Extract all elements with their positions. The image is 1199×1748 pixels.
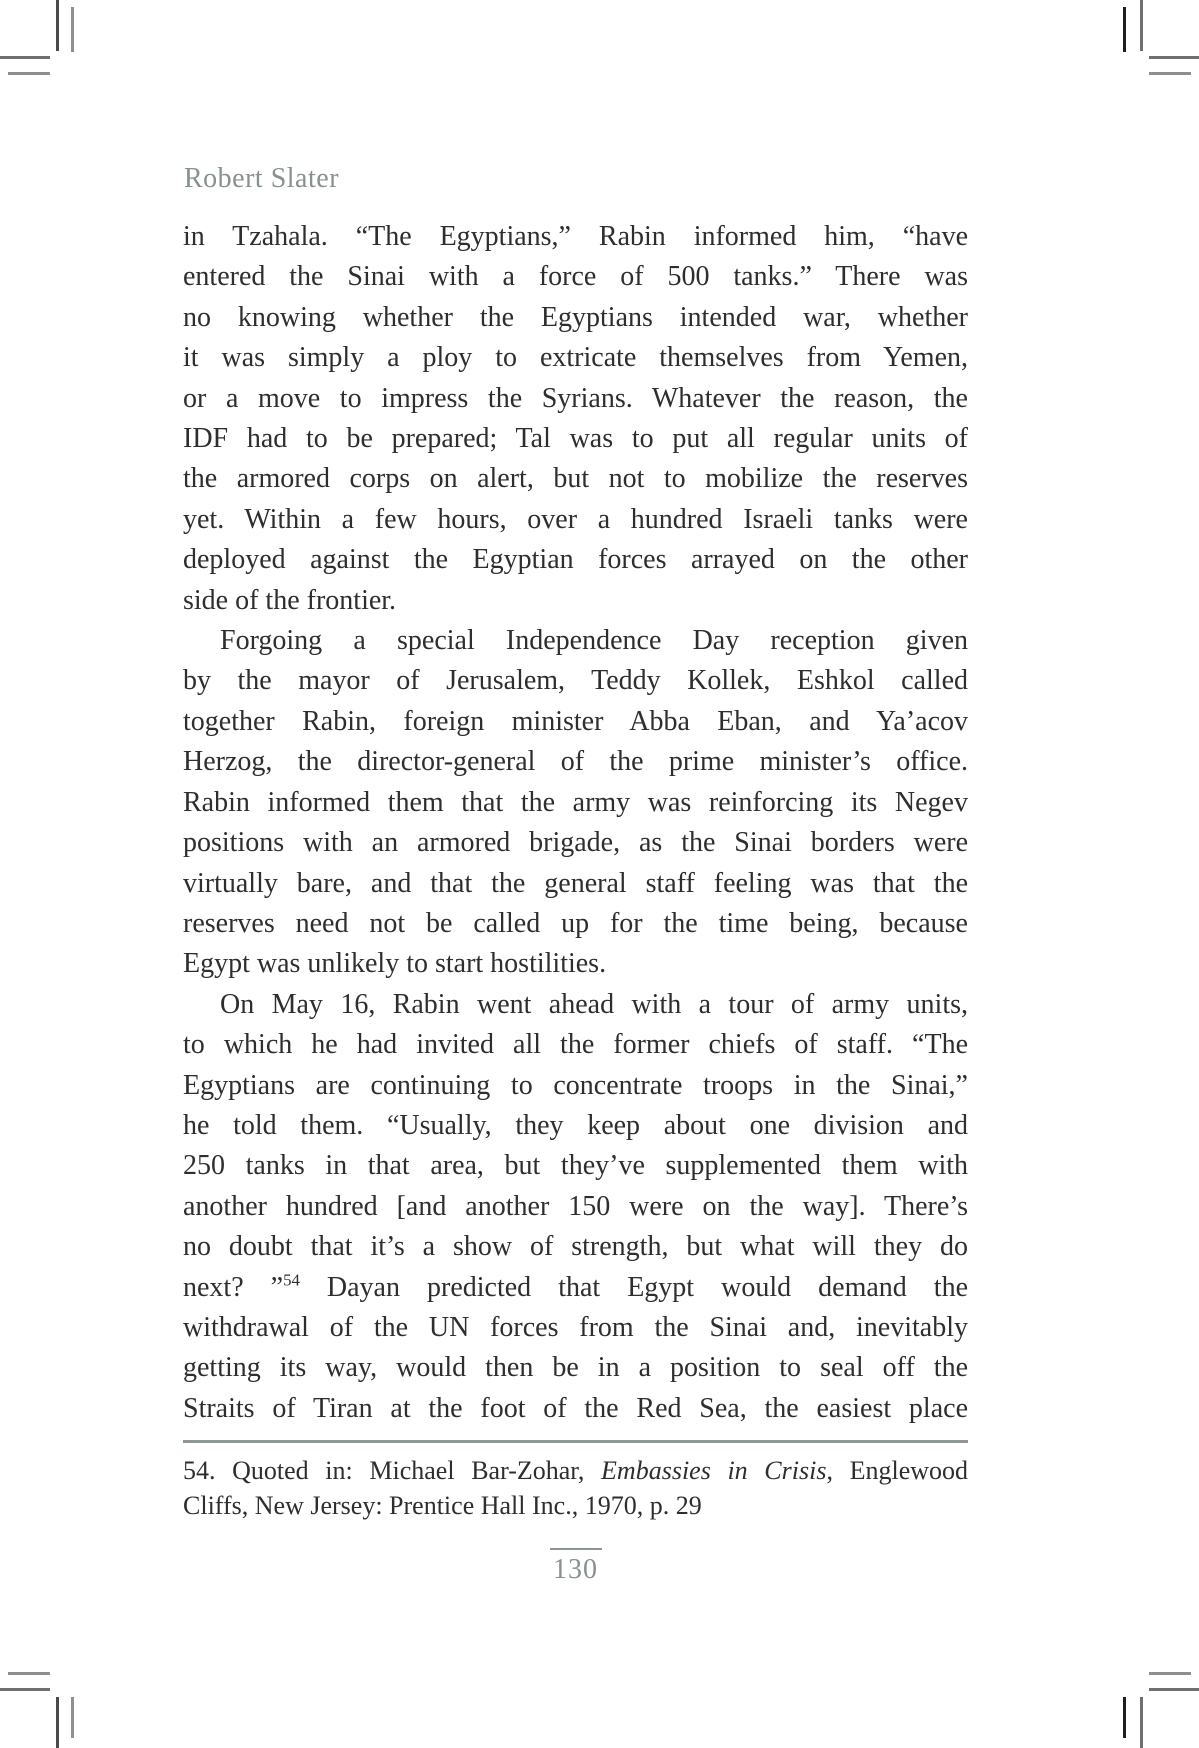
text-line: Herzog, the director-general of the prime minister’s office. bbox=[183, 746, 968, 778]
text-line: virtually bare, and that the general staff feeling was that the bbox=[183, 867, 968, 899]
text-line: positions with an armored brigade, as the Sinai borders were bbox=[183, 827, 968, 859]
text-line: it was simply a ploy to extricate themselves from Yemen, bbox=[183, 342, 968, 374]
text-line: Rabin informed them that the army was reinforcing its Negev bbox=[183, 786, 968, 818]
footnote-rule bbox=[183, 1440, 968, 1443]
text-line: reserves need not be called up for the time being, because bbox=[183, 907, 968, 939]
text-line: Egyptians are continuing to concentrate troops in the Sinai,” bbox=[183, 1069, 968, 1101]
text-line: IDF had to be prepared; Tal was to put all regular units of bbox=[183, 423, 968, 455]
text-line: getting its way, would then be in a position to seal off the bbox=[183, 1352, 968, 1384]
text-line: Egypt was unlikely to start hostilities. bbox=[183, 948, 607, 980]
crop-mark-top-left-h2 bbox=[8, 72, 50, 75]
text-line: withdrawal of the UN forces from the Sinai and, inevitably bbox=[183, 1311, 968, 1343]
crop-mark-top-left-h1 bbox=[0, 56, 50, 59]
text-line: Straits of Tiran at the foot of the Red Sea, the easiest place bbox=[183, 1392, 968, 1424]
text-line: yet. Within a few hours, over a hundred Israeli tanks were bbox=[183, 503, 968, 535]
crop-mark-top-right-h1 bbox=[1149, 56, 1199, 59]
crop-mark-bottom-right-v2 bbox=[1140, 1697, 1143, 1748]
crop-mark-top-right-v1 bbox=[1123, 7, 1126, 52]
footnote-line: 54. Quoted in: Michael Bar-Zohar, Embassies in Crisis, Englewood bbox=[183, 1456, 969, 1485]
crop-mark-top-left-v1 bbox=[56, 0, 59, 51]
footnote bbox=[183, 1454, 968, 1523]
crop-mark-top-right-h2 bbox=[1149, 72, 1191, 75]
crop-mark-bottom-left-h2 bbox=[0, 1688, 50, 1691]
text-line: the armored corps on alert, but not to mobilize the reserves bbox=[183, 463, 968, 495]
running-header-author: Robert Slater bbox=[184, 163, 340, 194]
crop-mark-top-right-v2 bbox=[1140, 0, 1143, 51]
crop-mark-bottom-left-v2 bbox=[71, 1697, 74, 1738]
text-line: entered the Sinai with a force of 500 tanks.” There was bbox=[183, 261, 968, 293]
text-line: to which he had invited all the former chiefs of staff. “The bbox=[183, 1029, 968, 1061]
text-line: On May 16, Rabin went ahead with a tour of army units, bbox=[220, 988, 968, 1020]
text-line: in Tzahala. “The Egyptians,” Rabin informed him, “have bbox=[183, 221, 968, 252]
text-line: side of the frontier. bbox=[183, 584, 397, 616]
text-line: by the mayor of Jerusalem, Teddy Kollek, Eshkol called bbox=[183, 665, 968, 697]
text-line: 250 tanks in that area, but they’ve supplemented them with bbox=[183, 1150, 968, 1182]
crop-mark-bottom-right-h1 bbox=[1149, 1672, 1191, 1675]
text-line: no knowing whether the Egyptians intended war, whether bbox=[183, 301, 968, 333]
text-line: he told them. “Usually, they keep about one division and bbox=[183, 1109, 968, 1141]
text-line: together Rabin, foreign minister Abba Eban, and Ya’acov bbox=[183, 705, 968, 737]
page-number-rule bbox=[550, 1548, 602, 1550]
page-number-block bbox=[183, 1548, 968, 1586]
page-number: 130 bbox=[553, 1554, 598, 1585]
text-line: or a move to impress the Syrians. Whatever the reason, the bbox=[183, 382, 968, 414]
text-line: another hundred [and another 150 were on the way]. There’s bbox=[183, 1190, 968, 1222]
text-line: Forgoing a special Independence Day reception given bbox=[220, 625, 968, 657]
text-line: next? ”$^{54}$ Dayan predicted that Egypt would demand the bbox=[183, 1270, 969, 1303]
crop-mark-bottom-left-h1 bbox=[8, 1672, 50, 1675]
crop-mark-bottom-right-h2 bbox=[1149, 1688, 1199, 1691]
crop-mark-top-left-v2 bbox=[71, 7, 74, 52]
body-text bbox=[183, 217, 968, 1429]
text-line: deployed against the Egyptian forces arrayed on the other bbox=[183, 544, 968, 576]
footnote-line: Cliffs, New Jersey: Prentice Hall Inc., 1970, p. 29 bbox=[183, 1490, 702, 1520]
text-line: no doubt that it’s a show of strength, but what will they do bbox=[183, 1231, 968, 1263]
crop-mark-bottom-left-v1 bbox=[56, 1697, 59, 1748]
crop-mark-bottom-right-v1 bbox=[1123, 1697, 1126, 1738]
